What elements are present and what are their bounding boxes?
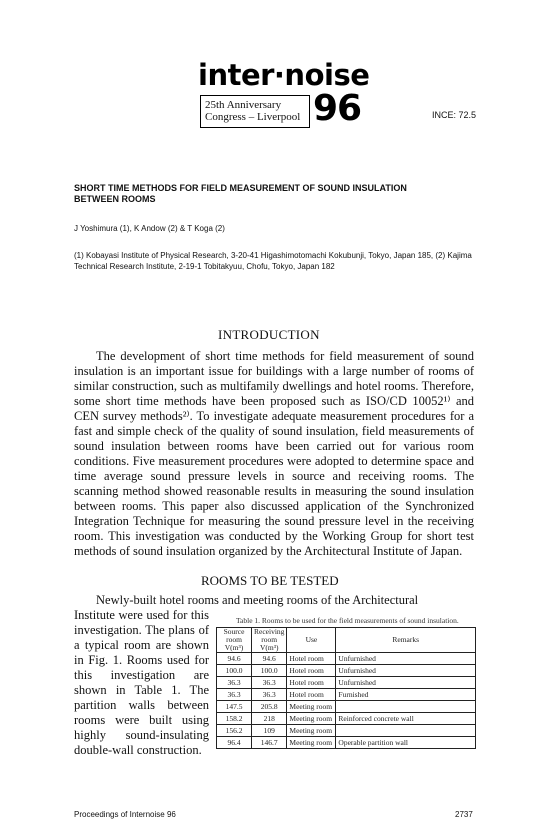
introduction-body: The development of short time methods for field measurement of sound insulation is an important issue for buildings with a large number of rooms of similar construction, such as multifamily dwellings and hotel rooms. Therefore, some short time methods have been proposed such as ISO/CD 10052¹⁾ and CEN survey methods²⁾. To investigate adequate measurement procedures for a fast and simple check of the quality of sound insulation, field measurements of sound insulation between rooms have been carried out for various room conditions. Five measurement procedures were adopted to determine space and time average sound pressure levels in source and receiving rooms. The scanning method showed reasonable results in measuring the sound insulation between rooms. This paper also discussed application of the Synchronized Integration Technique for measuring the sound pressure level in the receiving room. This investigation was conducted by the Working Group for short test methods of sound insulation organized by the Architectural Institute of Japan. [74,349,474,558]
paper-authors: J Yoshimura (1), K Andow (2) & T Koga (2) [74,224,225,233]
logo-year: 96 [313,88,362,129]
table-row [217,701,476,713]
table-row [217,677,476,689]
rooms-table-block [216,617,476,749]
rooms-paragraph-body: Institute were used for this investigation. The plans of a typical room are shown in Fig. 1. Rooms used for this investigation are shown in Table 1. The partition walls between rooms were built using highly sound-insulating double-wall construction. [74,608,209,757]
table-row [217,737,476,749]
use-cell: Hotel room [287,677,336,689]
remarks-cell: Furnished [336,689,476,701]
remarks-cell: Operable partition wall [336,737,476,749]
receiving-volume-cell: 36.3 [252,677,287,689]
page-number: 2737 [455,810,473,819]
remarks-cell [336,725,476,737]
table-row [217,713,476,725]
paper-affiliations: (1) Kobayasi Institute of Physical Research, 3-20-41 Higashimotomachi Kokubunji, Tokyo, Japan 185, (2) Kajima Technical Research Institute, 2-19-1 Tobitakyuu, Chofu, Tokyo, Japan 182 [74,251,472,271]
receiving-volume-cell: 218 [252,713,287,725]
rooms-paragraph-lead: Newly-built hotel rooms and meeting rooms of the Architectural [96,593,419,607]
header-source: Source room V(m³) [217,628,252,653]
source-volume-cell: 96.4 [217,737,252,749]
source-volume-cell: 100.0 [217,665,252,677]
conference-logo [198,58,368,128]
use-cell: Meeting room [287,701,336,713]
footer-proceedings: Proceedings of Internoise 96 [74,810,176,819]
introduction-heading: INTRODUCTION [218,327,320,342]
ince-code: INCE: 72.5 [432,110,477,120]
table-caption: Table 1. Rooms to be used for the field measurements of sound insulation. [236,616,459,625]
use-cell: Meeting room [287,725,336,737]
use-cell: Hotel room [287,665,336,677]
use-cell: Meeting room [287,737,336,749]
remarks-cell: Unfurnished [336,677,476,689]
table-row [217,665,476,677]
receiving-volume-cell: 109 [252,725,287,737]
header-receiving: Receiving room V(m³) [252,628,287,653]
logo-anniversary-box [200,95,310,128]
source-volume-cell: 158.2 [217,713,252,725]
logo-line-1: 25th Anniversary [205,99,282,111]
remarks-cell: Unfurnished [336,665,476,677]
table-row [217,725,476,737]
table-body [217,653,476,749]
receiving-volume-cell: 205.8 [252,701,287,713]
rooms-table [216,627,476,749]
source-volume-cell: 36.3 [217,689,252,701]
receiving-volume-cell: 100.0 [252,665,287,677]
logo-wordmark: inter·noise [198,58,370,92]
remarks-cell [336,701,476,713]
receiving-volume-cell: 36.3 [252,689,287,701]
receiving-volume-cell: 94.6 [252,653,287,665]
source-volume-cell: 156.2 [217,725,252,737]
use-cell: Hotel room [287,689,336,701]
source-volume-cell: 147.5 [217,701,252,713]
table-row [217,689,476,701]
logo-line-2: Congress – Liverpool [205,111,301,123]
remarks-cell: Reinforced concrete wall [336,713,476,725]
use-cell: Meeting room [287,713,336,725]
source-volume-cell: 94.6 [217,653,252,665]
table-row [217,653,476,665]
receiving-volume-cell: 146.7 [252,737,287,749]
table-header-row [217,628,476,653]
use-cell: Hotel room [287,653,336,665]
header-remarks: Remarks [336,628,476,653]
remarks-cell: Unfurnished [336,653,476,665]
source-volume-cell: 36.3 [217,677,252,689]
rooms-heading: ROOMS TO BE TESTED [201,573,339,588]
header-use: Use [287,628,336,653]
paper-title: SHORT TIME METHODS FOR FIELD MEASUREMENT OF SOUND INSULATION BETWEEN ROOMS [74,183,407,204]
